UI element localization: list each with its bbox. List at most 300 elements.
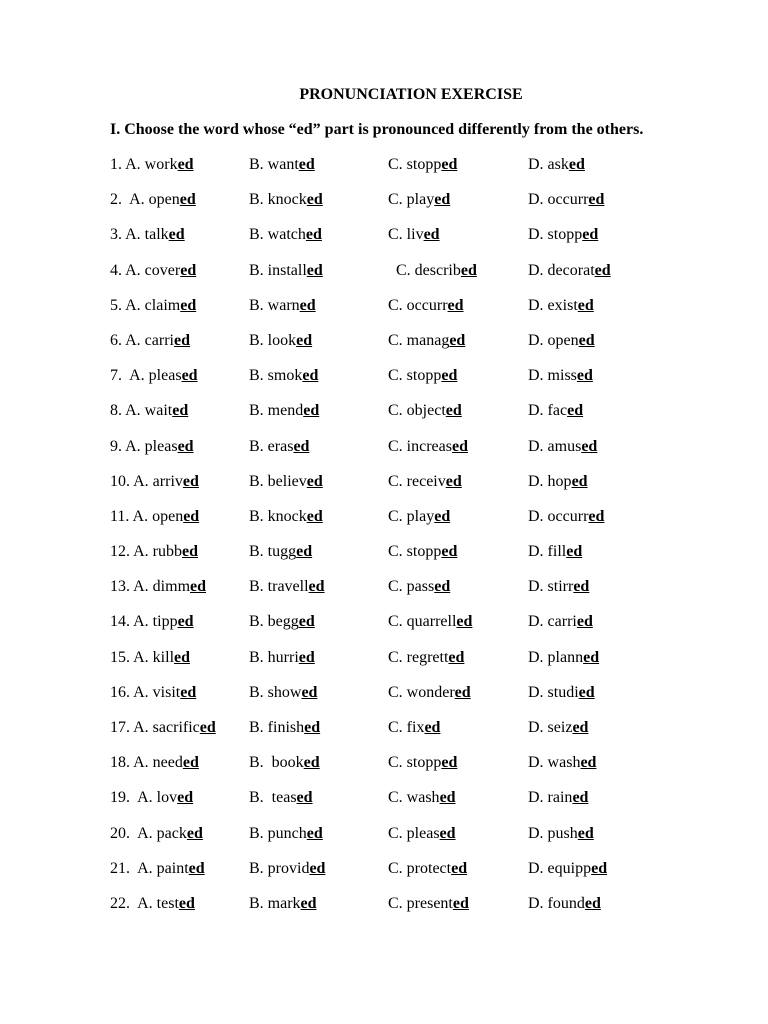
question-option-c xyxy=(388,895,469,913)
option-ed-suffix: ed xyxy=(568,156,585,173)
option-ed-suffix: ed xyxy=(303,402,320,420)
option-word-stem: B. knock xyxy=(249,191,307,209)
option-word-stem: D. fill xyxy=(528,543,567,561)
question-row xyxy=(110,754,730,789)
option-word-stem: A. dimm xyxy=(133,578,191,596)
question-option-d xyxy=(528,226,598,244)
option-word-stem: C. receiv xyxy=(388,472,446,490)
question-option-c xyxy=(388,297,464,315)
question-number: 14. xyxy=(110,613,130,631)
option-word-stem: B. travell xyxy=(249,578,309,596)
question-option-b xyxy=(249,332,312,350)
option-word-stem: A. test xyxy=(137,894,179,912)
option-ed-suffix: ed xyxy=(168,226,185,244)
question-row xyxy=(110,438,730,473)
question-option-a xyxy=(110,332,190,350)
option-word-stem: A. pleas xyxy=(129,367,182,385)
option-word-stem: A. kill xyxy=(133,648,175,666)
option-word-stem: C. pass xyxy=(388,578,435,596)
option-word-stem: B. finish xyxy=(249,719,305,736)
option-word-stem: A. pack xyxy=(137,824,187,842)
option-ed-suffix: ed xyxy=(448,648,465,666)
question-option-b xyxy=(249,578,325,596)
question-row xyxy=(110,649,730,684)
question-option-c xyxy=(388,649,464,667)
option-word-stem: C. play xyxy=(388,191,435,209)
option-ed-suffix: ed xyxy=(573,578,590,596)
option-ed-suffix: ed xyxy=(567,402,584,420)
option-ed-suffix: ed xyxy=(293,437,310,455)
option-word-stem: C. present xyxy=(388,894,453,912)
option-word-stem: B. warn xyxy=(249,296,300,314)
question-option-a xyxy=(110,684,196,702)
option-word-stem: A. open xyxy=(129,191,180,209)
question-option-b xyxy=(249,789,313,807)
question-option-b xyxy=(249,684,317,702)
option-word-stem: A. work xyxy=(125,156,178,173)
option-word-stem: D. occurr xyxy=(528,191,589,209)
question-number: 16. xyxy=(110,683,130,701)
question-number: 11. xyxy=(110,507,130,525)
option-word-stem: D. wash xyxy=(528,754,581,772)
option-word-stem: D. found xyxy=(528,894,585,912)
option-ed-suffix: ed xyxy=(580,754,597,772)
question-option-b xyxy=(249,438,309,456)
option-word-stem: A. cover xyxy=(125,261,181,279)
option-word-stem: A. carri xyxy=(125,331,174,349)
option-ed-suffix: ed xyxy=(441,754,458,772)
question-option-d xyxy=(528,613,593,631)
question-option-a xyxy=(110,649,190,667)
option-ed-suffix: ed xyxy=(439,824,456,842)
option-ed-suffix: ed xyxy=(583,648,600,666)
option-ed-suffix: ed xyxy=(303,754,320,772)
option-ed-suffix: ed xyxy=(301,683,318,701)
option-ed-suffix: ed xyxy=(445,402,462,420)
question-number: 5. xyxy=(110,296,122,314)
question-number: 1. xyxy=(110,156,122,173)
question-option-c xyxy=(388,332,465,350)
question-row xyxy=(110,332,730,367)
question-option-c xyxy=(388,825,456,843)
question-row xyxy=(110,543,730,578)
option-ed-suffix: ed xyxy=(576,613,593,631)
question-number: 3. xyxy=(110,226,122,244)
question-option-c xyxy=(388,473,462,491)
question-option-b xyxy=(249,649,315,667)
question-option-b xyxy=(249,508,323,526)
question-option-a xyxy=(110,367,198,385)
question-option-a xyxy=(110,613,194,631)
question-row xyxy=(110,825,730,860)
question-option-b xyxy=(249,860,325,878)
option-word-stem: A. lov xyxy=(137,789,178,807)
question-option-d xyxy=(528,508,604,526)
question-number: 2. xyxy=(110,191,126,209)
option-ed-suffix: ed xyxy=(182,472,199,490)
option-ed-suffix: ed xyxy=(306,507,323,525)
option-ed-suffix: ed xyxy=(439,789,456,807)
option-word-stem: A. paint xyxy=(137,859,189,877)
option-word-stem: A. claim xyxy=(125,296,181,314)
option-word-stem: C. object xyxy=(388,402,446,420)
question-option-a xyxy=(110,473,199,491)
question-option-b xyxy=(249,895,317,913)
question-option-d xyxy=(528,297,594,315)
option-word-stem: C. stopp xyxy=(388,367,442,385)
option-ed-suffix: ed xyxy=(183,507,200,525)
option-ed-suffix: ed xyxy=(300,894,317,912)
option-word-stem: D. exist xyxy=(528,296,578,314)
option-word-stem: B. begg xyxy=(249,613,299,631)
option-word-stem: C. stopp xyxy=(388,156,442,173)
question-option-d xyxy=(528,156,585,174)
question-number: 17. xyxy=(110,719,130,736)
option-word-stem: A. wait xyxy=(125,402,173,420)
option-ed-suffix: ed xyxy=(434,507,451,525)
option-word-stem: D. plann xyxy=(528,648,584,666)
question-option-c xyxy=(388,156,457,174)
option-ed-suffix: ed xyxy=(588,507,605,525)
option-ed-suffix: ed xyxy=(172,402,189,420)
option-ed-suffix: ed xyxy=(447,296,464,314)
question-option-d xyxy=(528,895,601,913)
option-word-stem: C. wonder xyxy=(388,683,455,701)
option-word-stem: D. push xyxy=(528,824,578,842)
option-word-stem: C. manag xyxy=(388,331,450,349)
option-word-stem: B. eras xyxy=(249,437,294,455)
option-ed-suffix: ed xyxy=(423,226,440,244)
question-option-c xyxy=(388,754,457,772)
question-option-b xyxy=(249,402,319,420)
question-row xyxy=(110,895,730,930)
option-word-stem: C. wash xyxy=(388,789,440,807)
option-ed-suffix: ed xyxy=(594,261,611,279)
question-option-a xyxy=(110,262,196,280)
question-number: 8. xyxy=(110,402,122,420)
option-word-stem: A. rubb xyxy=(133,543,183,561)
option-word-stem: A. pleas xyxy=(125,437,178,455)
question-option-a xyxy=(110,226,185,244)
option-ed-suffix: ed xyxy=(566,543,583,561)
question-number: 10. xyxy=(110,472,130,490)
page-title: PRONUNCIATION EXERCISE xyxy=(299,86,523,103)
option-word-stem: D. stopp xyxy=(528,226,583,244)
question-option-c xyxy=(388,613,472,631)
question-option-c xyxy=(388,543,457,561)
option-word-stem: B. provid xyxy=(249,859,310,877)
option-ed-suffix: ed xyxy=(571,472,588,490)
option-word-stem: B. book xyxy=(249,754,304,772)
option-ed-suffix: ed xyxy=(296,331,313,349)
option-word-stem: C. occurr xyxy=(388,296,448,314)
option-ed-suffix: ed xyxy=(441,543,458,561)
option-ed-suffix: ed xyxy=(179,191,196,209)
question-option-d xyxy=(528,789,588,807)
question-option-d xyxy=(528,367,593,385)
question-option-a xyxy=(110,402,188,420)
option-ed-suffix: ed xyxy=(298,648,315,666)
question-option-d xyxy=(528,825,594,843)
question-number: 7. xyxy=(110,367,126,385)
option-ed-suffix: ed xyxy=(434,578,451,596)
option-ed-suffix: ed xyxy=(578,331,595,349)
option-ed-suffix: ed xyxy=(180,296,197,314)
option-word-stem: B. watch xyxy=(249,226,306,244)
question-option-b xyxy=(249,613,315,631)
question-number: 21. xyxy=(110,859,134,877)
question-option-d xyxy=(528,719,588,737)
option-word-stem: B. install xyxy=(249,261,307,279)
question-option-b xyxy=(249,825,323,843)
question-option-a xyxy=(110,719,216,737)
option-ed-suffix: ed xyxy=(456,613,473,631)
question-option-d xyxy=(528,332,595,350)
option-word-stem: A. open xyxy=(132,507,184,525)
option-ed-suffix: ed xyxy=(199,719,216,736)
option-word-stem: C. stopp xyxy=(388,543,442,561)
question-row xyxy=(110,578,730,613)
option-ed-suffix: ed xyxy=(188,859,205,877)
question-option-c xyxy=(388,191,450,209)
question-number: 18. xyxy=(110,754,130,772)
question-number: 12. xyxy=(110,543,130,561)
option-word-stem: B. knock xyxy=(249,507,307,525)
option-ed-suffix: ed xyxy=(441,156,458,173)
question-option-d xyxy=(528,684,595,702)
question-option-d xyxy=(528,649,599,667)
option-word-stem: C. fix xyxy=(388,719,425,736)
option-word-stem: D. rain xyxy=(528,789,573,807)
option-ed-suffix: ed xyxy=(173,331,190,349)
question-option-b xyxy=(249,367,318,385)
question-row xyxy=(110,402,730,437)
question-option-d xyxy=(528,578,589,596)
question-option-a xyxy=(110,191,196,209)
question-option-a xyxy=(110,825,203,843)
question-row xyxy=(110,367,730,402)
option-word-stem: A. arriv xyxy=(133,472,183,490)
question-number: 13. xyxy=(110,578,130,596)
question-option-b xyxy=(249,262,323,280)
option-ed-suffix: ed xyxy=(451,437,468,455)
question-option-d xyxy=(528,473,588,491)
option-ed-suffix: ed xyxy=(451,859,468,877)
option-ed-suffix: ed xyxy=(296,543,313,561)
option-word-stem: D. seiz xyxy=(528,719,573,736)
option-ed-suffix: ed xyxy=(306,472,323,490)
option-ed-suffix: ed xyxy=(305,226,322,244)
question-option-c xyxy=(388,262,477,280)
option-ed-suffix: ed xyxy=(572,719,589,736)
question-option-d xyxy=(528,543,582,561)
question-option-c xyxy=(388,508,450,526)
option-ed-suffix: ed xyxy=(584,894,601,912)
option-word-stem: A. talk xyxy=(125,226,169,244)
question-option-c xyxy=(388,860,467,878)
question-row xyxy=(110,156,730,191)
option-word-stem: B. teas xyxy=(249,789,297,807)
option-word-stem: C. liv xyxy=(388,226,424,244)
question-option-b xyxy=(249,297,316,315)
option-word-stem: B. want xyxy=(249,156,299,173)
option-word-stem: C. pleas xyxy=(388,824,440,842)
question-option-d xyxy=(528,191,604,209)
question-row xyxy=(110,191,730,226)
question-row xyxy=(110,684,730,719)
question-option-a xyxy=(110,789,193,807)
option-word-stem: D. stirr xyxy=(528,578,574,596)
option-ed-suffix: ed xyxy=(296,789,313,807)
question-option-c xyxy=(388,367,457,385)
question-number: 19. xyxy=(110,789,134,807)
question-option-c xyxy=(388,789,456,807)
option-ed-suffix: ed xyxy=(177,437,194,455)
option-ed-suffix: ed xyxy=(302,367,319,385)
question-option-c xyxy=(388,684,471,702)
option-ed-suffix: ed xyxy=(298,156,315,173)
question-option-d xyxy=(528,860,607,878)
question-option-a xyxy=(110,754,199,772)
option-ed-suffix: ed xyxy=(460,261,477,279)
option-word-stem: C. increas xyxy=(388,437,452,455)
option-word-stem: B. tugg xyxy=(249,543,297,561)
option-word-stem: C. describ xyxy=(388,261,461,279)
question-option-d xyxy=(528,754,596,772)
question-option-d xyxy=(528,262,611,280)
question-option-b xyxy=(249,191,323,209)
option-word-stem: B. mend xyxy=(249,402,304,420)
option-word-stem: C. protect xyxy=(388,859,452,877)
question-option-b xyxy=(249,226,322,244)
option-word-stem: D. ask xyxy=(528,156,569,173)
option-ed-suffix: ed xyxy=(424,719,441,736)
question-option-b xyxy=(249,719,320,737)
option-word-stem: D. hop xyxy=(528,472,572,490)
option-word-stem: A. need xyxy=(133,754,183,772)
question-option-b xyxy=(249,543,312,561)
option-word-stem: D. equipp xyxy=(528,859,592,877)
option-ed-suffix: ed xyxy=(577,824,594,842)
option-word-stem: B. smok xyxy=(249,367,303,385)
question-option-c xyxy=(388,226,440,244)
option-ed-suffix: ed xyxy=(449,331,466,349)
option-ed-suffix: ed xyxy=(181,367,198,385)
question-number: 4. xyxy=(110,261,122,279)
option-ed-suffix: ed xyxy=(306,261,323,279)
option-ed-suffix: ed xyxy=(306,191,323,209)
option-word-stem: A. tipp xyxy=(133,613,178,631)
option-ed-suffix: ed xyxy=(182,543,199,561)
question-option-a xyxy=(110,543,198,561)
question-row xyxy=(110,226,730,261)
question-option-a xyxy=(110,297,196,315)
option-ed-suffix: ed xyxy=(581,437,598,455)
question-row xyxy=(110,789,730,824)
option-ed-suffix: ed xyxy=(308,578,325,596)
option-word-stem: A. sacrific xyxy=(133,719,200,736)
option-ed-suffix: ed xyxy=(298,613,315,631)
option-ed-suffix: ed xyxy=(309,859,326,877)
option-ed-suffix: ed xyxy=(299,296,316,314)
option-ed-suffix: ed xyxy=(182,754,199,772)
option-ed-suffix: ed xyxy=(445,472,462,490)
option-ed-suffix: ed xyxy=(186,824,203,842)
question-option-a xyxy=(110,438,194,456)
option-word-stem: D. open xyxy=(528,331,579,349)
question-option-a xyxy=(110,156,194,174)
question-option-b xyxy=(249,156,315,174)
option-ed-suffix: ed xyxy=(434,191,451,209)
question-option-c xyxy=(388,578,450,596)
option-word-stem: D. decorat xyxy=(528,261,595,279)
question-option-a xyxy=(110,578,206,596)
option-ed-suffix: ed xyxy=(177,156,194,173)
question-option-d xyxy=(528,438,597,456)
option-ed-suffix: ed xyxy=(180,261,197,279)
option-word-stem: C. regrett xyxy=(388,648,449,666)
option-ed-suffix: ed xyxy=(591,859,608,877)
option-word-stem: C. stopp xyxy=(388,754,442,772)
instruction: I. Choose the word whose “ed” part is pronounced differently from the others. xyxy=(110,121,644,138)
option-word-stem: D. carri xyxy=(528,613,577,631)
option-word-stem: D. amus xyxy=(528,437,582,455)
option-word-stem: D. fac xyxy=(528,402,568,420)
question-option-c xyxy=(388,719,440,737)
question-option-c xyxy=(388,402,462,420)
question-list xyxy=(110,156,730,930)
question-option-a xyxy=(110,895,195,913)
option-word-stem: B. believ xyxy=(249,472,307,490)
option-ed-suffix: ed xyxy=(178,894,195,912)
option-ed-suffix: ed xyxy=(190,578,207,596)
option-word-stem: D. miss xyxy=(528,367,577,385)
question-number: 6. xyxy=(110,331,122,349)
question-row xyxy=(110,297,730,332)
question-option-c xyxy=(388,438,468,456)
option-ed-suffix: ed xyxy=(452,894,469,912)
question-row xyxy=(110,719,730,754)
option-word-stem: B. look xyxy=(249,331,297,349)
option-ed-suffix: ed xyxy=(177,789,194,807)
question-option-b xyxy=(249,473,323,491)
option-ed-suffix: ed xyxy=(572,789,589,807)
question-row xyxy=(110,262,730,297)
option-ed-suffix: ed xyxy=(177,613,194,631)
question-number: 20. xyxy=(110,824,134,842)
option-ed-suffix: ed xyxy=(304,719,321,736)
option-word-stem: D. studi xyxy=(528,683,579,701)
option-word-stem: B. hurri xyxy=(249,648,299,666)
question-number: 15. xyxy=(110,648,130,666)
question-row xyxy=(110,508,730,543)
option-ed-suffix: ed xyxy=(306,824,323,842)
question-option-d xyxy=(528,402,583,420)
question-option-a xyxy=(110,508,199,526)
option-ed-suffix: ed xyxy=(576,367,593,385)
option-word-stem: B. mark xyxy=(249,894,301,912)
option-ed-suffix: ed xyxy=(454,683,471,701)
option-ed-suffix: ed xyxy=(582,226,599,244)
question-row xyxy=(110,613,730,648)
option-word-stem: B. show xyxy=(249,683,302,701)
option-ed-suffix: ed xyxy=(577,296,594,314)
question-row xyxy=(110,860,730,895)
question-number: 9. xyxy=(110,437,122,455)
option-word-stem: C. quarrell xyxy=(388,613,457,631)
question-option-a xyxy=(110,860,205,878)
option-word-stem: A. visit xyxy=(133,683,181,701)
